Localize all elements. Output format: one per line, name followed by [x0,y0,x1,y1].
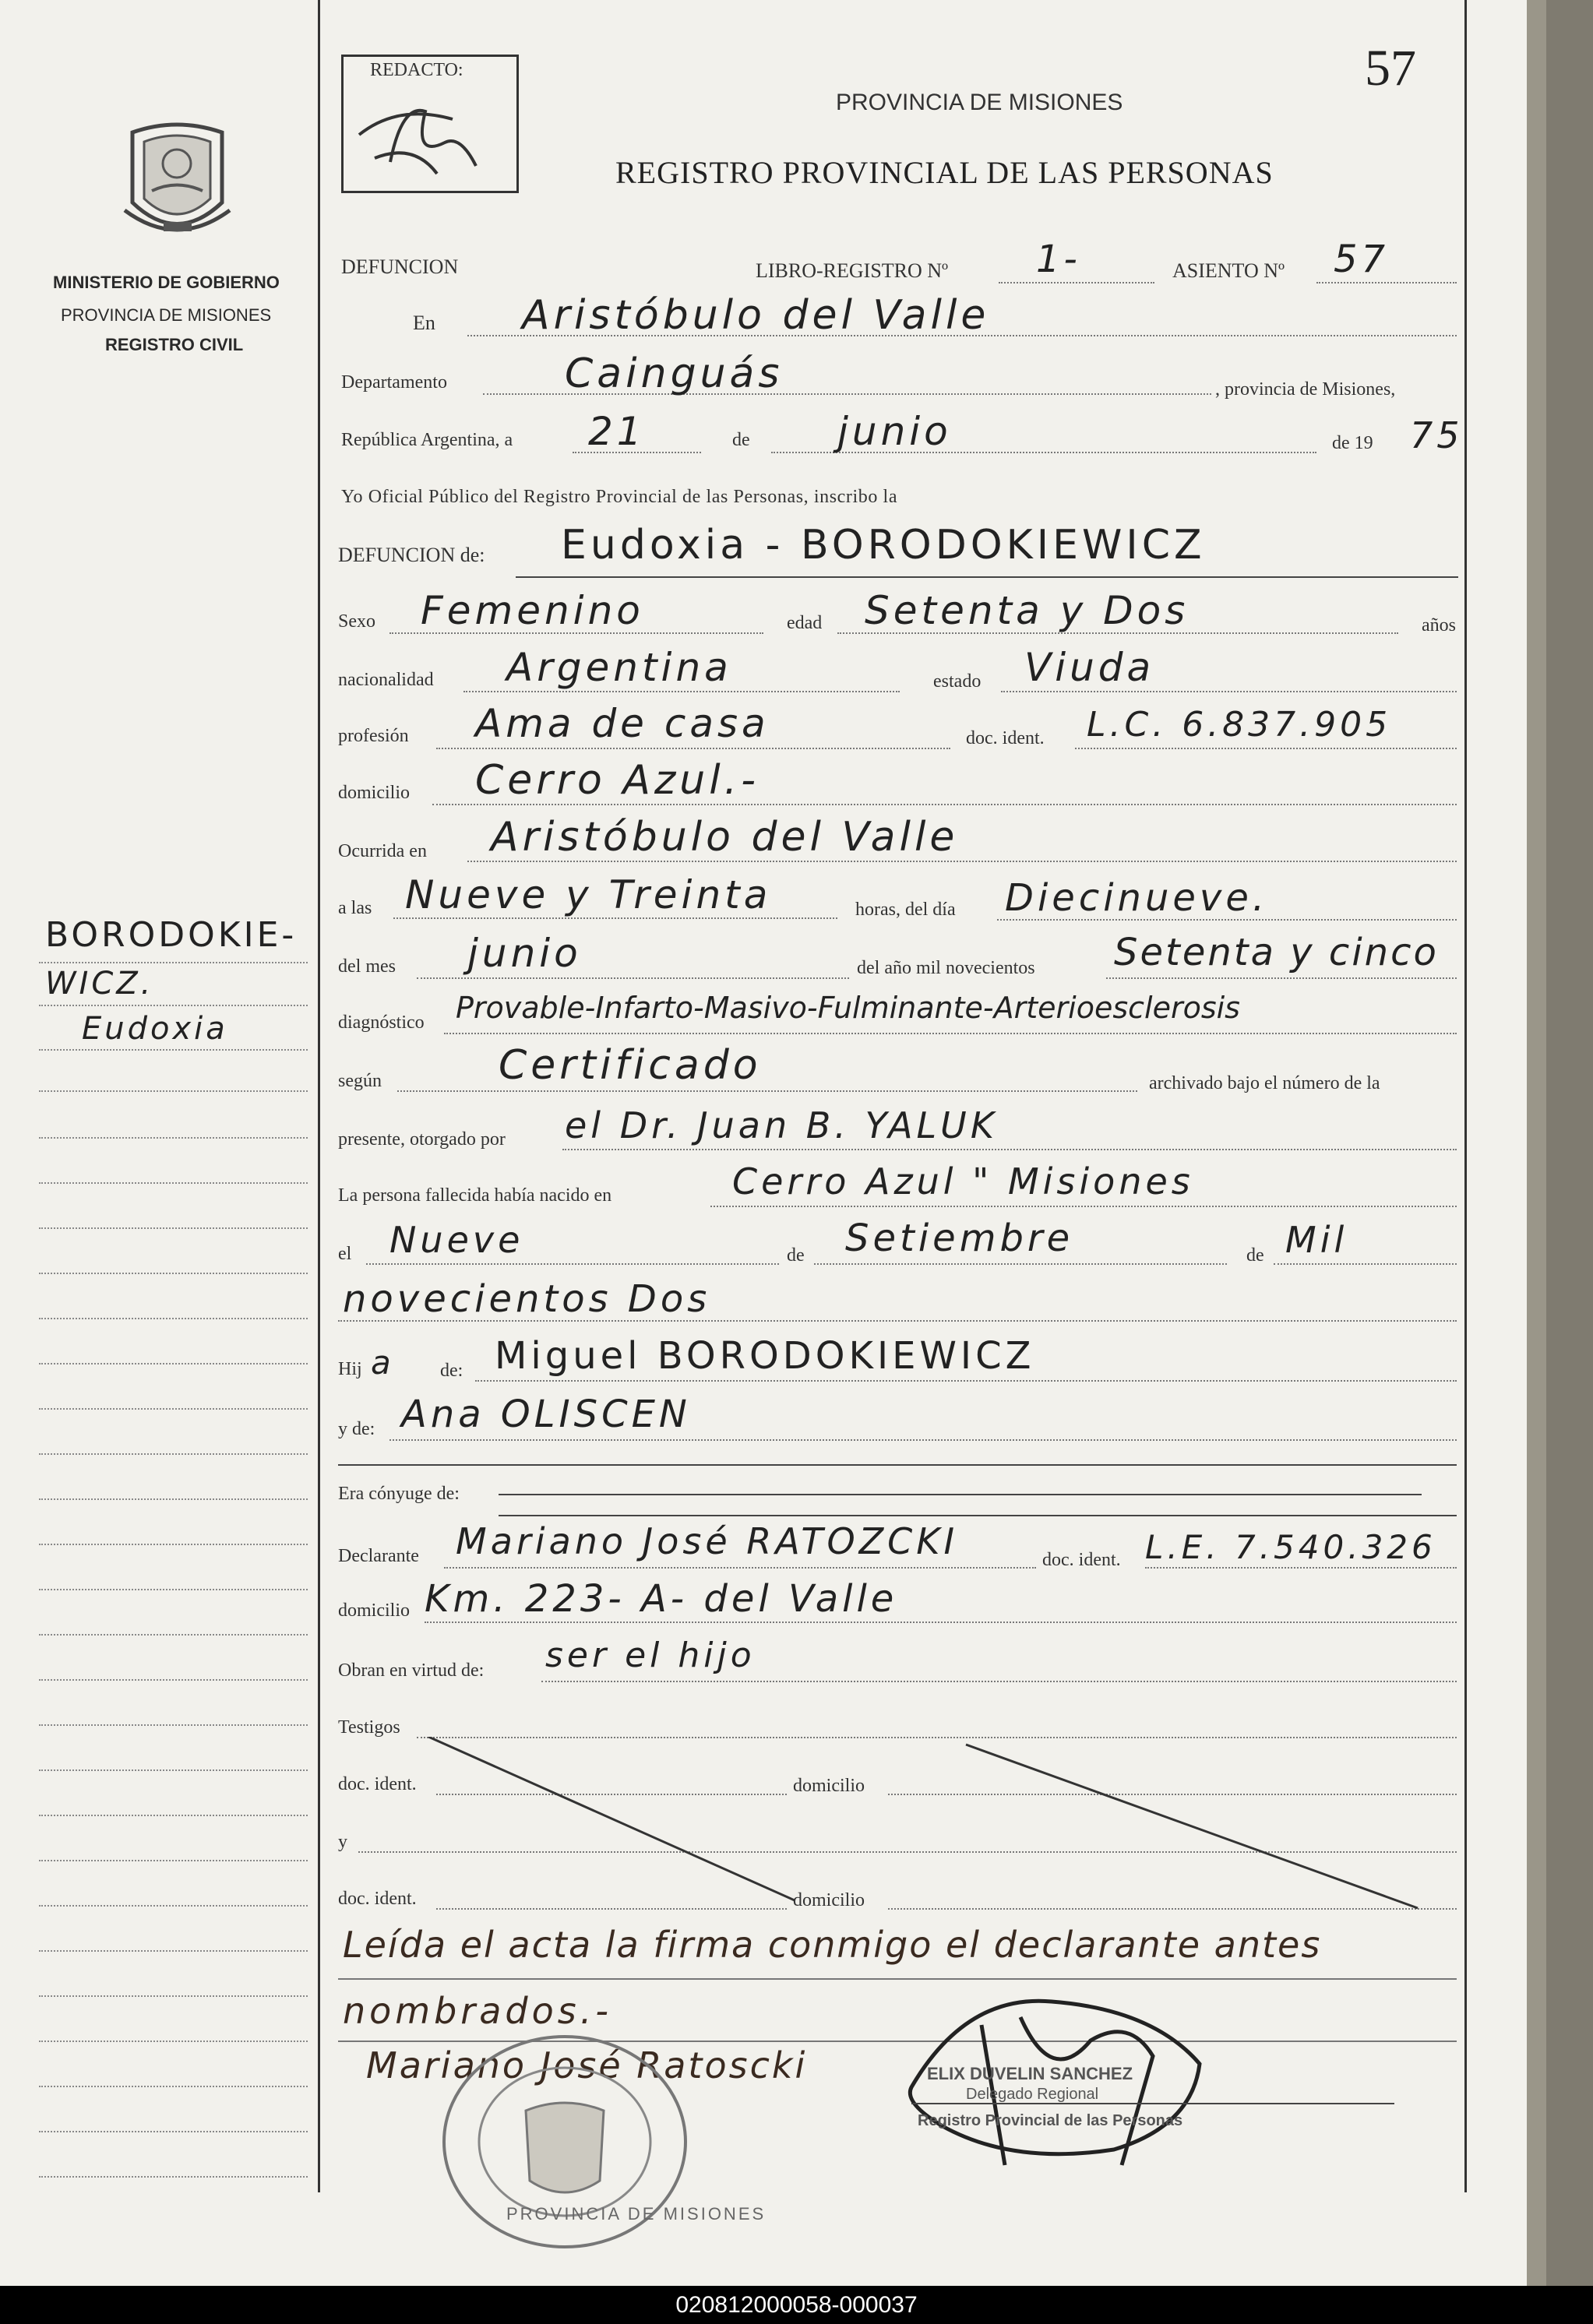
acting-underline [541,1681,1457,1682]
footer-id: 020812000058-000037 [675,2292,918,2318]
issuer-label: presente, otorgado por [338,1129,506,1150]
occurred-label: Ocurrida en [338,841,427,861]
civil-status-underline [1001,691,1457,692]
child-gender-suffix: a [371,1343,391,1382]
year-prefix: de 19 [1332,433,1373,453]
ledger-line [39,1363,308,1364]
page-number: 57 [1365,40,1416,97]
official-stamp-org: Registro Provincial de las Personas [918,2112,1183,2129]
father-underline [475,1380,1457,1382]
ledger-line [39,1498,308,1500]
address-value: Cerro Azul.- [475,757,759,804]
book-number: 1- [1036,238,1081,281]
department-value: Cainguás [565,350,784,397]
ledger-line [39,1905,308,1907]
form-right-border [1464,0,1467,2192]
binding-spine-shadow [1546,0,1593,2286]
witness-and-label: y [338,1832,347,1852]
witness-address-label: domicilio [793,1776,865,1796]
death-year-label: del año mil novecientos [857,958,1035,978]
death-day-value: Diecinueve. [1005,876,1269,920]
death-month-value: junio [467,931,582,976]
address-underline [432,804,1457,805]
birth-day-value: Nueve [389,1219,524,1261]
nationality-label: nacionalidad [338,670,434,690]
declarant-doc-label: doc. ident. [1042,1550,1121,1570]
coat-of-arms-emblem [117,117,238,249]
official-stamp-name: ELIX DUVELIN SANCHEZ [927,2064,1133,2083]
ledger-line [39,2086,308,2087]
declarant-name: Mariano José RATOZCKI [456,1520,959,1562]
witnesses-strike-lines [421,1737,1433,1916]
margin-given-name: Eudoxia [82,1011,228,1047]
official-statement: Yo Oficial Público del Registro Provincial de las Personas, inscribo la [341,487,898,507]
profession-value: Ama de casa [475,701,770,746]
ledger-line [39,1227,308,1229]
registration-de-label: de [732,430,750,450]
diagnosis-label: diagnóstico [338,1012,425,1033]
registration-month: junio [837,409,952,454]
official-stamp-role: Delegado Regional [966,2086,1099,2103]
birth-year-value: Mil [1285,1219,1348,1261]
birth-de-label-2: de [1246,1245,1264,1266]
ledger-line [39,1589,308,1590]
entry-number: 57 [1334,238,1390,281]
sex-label: Sexo [338,611,375,632]
nationality-value: Argentina [506,645,732,690]
ledger-line [39,1273,308,1274]
occurred-underline [467,861,1457,862]
age-label: edad [787,613,823,633]
birth-year-continuation: novecientos Dos [343,1277,711,1321]
docid-label: doc. ident. [966,728,1045,748]
ledger-line [39,1049,308,1051]
margin-surname-1: BORODOKIE- [45,915,298,955]
birth-year-underline [1274,1263,1457,1265]
province-label: PROVINCIA DE MISIONES [61,305,272,325]
witnesses-label: Testigos [338,1717,400,1738]
civil-status-value: Viuda [1024,645,1155,690]
entry-underline [1316,282,1457,283]
place-value: Aristóbulo del Valle [522,292,990,339]
ledger-line [39,1090,308,1092]
birthplace-underline [710,1206,1457,1207]
footer-id-bar [0,2286,1593,2324]
entry-label: ASIENTO Nº [1172,259,1285,282]
death-month-underline [417,977,849,979]
acting-label: Obran en virtud de: [338,1660,485,1681]
ledger-line [39,1408,308,1410]
ledger-line [39,1318,308,1319]
acting-value: ser el hijo [545,1636,756,1675]
ministry-label: MINISTERIO DE GOBIERNO [53,273,280,292]
occurred-value: Aristóbulo del Valle [491,814,959,861]
nationality-underline-line [463,691,900,692]
deceased-name: Eudoxia - BORODOKIEWICZ [561,522,1206,569]
time-underline [393,917,837,919]
department-label: Departamento [341,372,447,393]
birth-el-label: el [338,1244,352,1264]
witness2-address-label: domicilio [793,1890,865,1910]
birth-month-value: Setiembre [845,1217,1074,1260]
declarant-doc-underline [1145,1567,1457,1569]
registration-year: 75 [1410,414,1464,456]
child-de-label: de: [440,1361,463,1381]
hours-label: horas, del día [855,900,956,920]
father-name: Miguel BORODOKIEWICZ [495,1334,1035,1378]
redacto-label: REDACTO: [370,60,463,80]
closing-line-1: Leída el acta la firma conmigo el declarante antes [343,1924,1322,1966]
issuer-underline [562,1149,1457,1150]
witness-doc-label: doc. ident. [338,1774,417,1794]
ledger-line [39,1544,308,1545]
birthplace-label: La persona fallecida había nacido en [338,1185,612,1206]
according-value: Certificado [499,1042,762,1089]
ledger-line [39,1950,308,1952]
declarant-doc-value: L.E. 7.540.326 [1145,1528,1436,1566]
declarant-address-label: domicilio [338,1600,410,1621]
ledger-line [39,1860,308,1861]
death-year-underline [1106,977,1457,979]
time-label: a las [338,898,372,918]
birth-day-underline [366,1263,779,1265]
ledger-line [39,1679,308,1681]
ledger-line [39,962,308,963]
book-underline [999,282,1154,283]
ledger-line [39,2041,308,2042]
signature-line [911,2103,1394,2104]
redacto-initials-scribble [344,88,516,189]
docid-underline [1075,748,1457,749]
archived-label: archivado bajo el número de la [1149,1073,1380,1093]
ledger-line [39,2131,308,2132]
registry-title: REGISTRO PROVINCIAL DE LAS PERSONAS [615,155,1274,190]
mother-underline [389,1439,1457,1441]
address-label: domicilio [338,783,410,803]
spouse-label: Era cónyuge de: [338,1484,460,1504]
ledger-line [39,1769,308,1771]
mother-divider [338,1464,1457,1466]
registration-day: 21 [588,409,646,454]
ledger-line [39,1815,308,1816]
ledger-line [39,1453,308,1455]
witness2-doc-label: doc. ident. [338,1889,417,1909]
sex-value: Femenino [421,588,644,633]
issuer-value: el Dr. Juan B. YALUK [565,1104,999,1146]
seal-caption: PROVINCIA DE MISIONES [506,2204,767,2224]
ledger-line [39,1137,308,1139]
spouse-strike-line [499,1494,1422,1495]
birth-de-label: de [787,1245,805,1266]
death-month-label: del mes [338,956,396,977]
declarant-underline [444,1567,1036,1569]
book-label: LIBRO-REGISTRO Nº [756,259,949,282]
according-label: según [338,1071,382,1091]
ledger-line [39,1634,308,1636]
ledger-line [39,2176,308,2178]
declarant-signature: Mariano José Ratoscki [366,2044,808,2086]
mother-name: Ana OLISCEN [401,1393,691,1436]
age-value: Setenta y Dos [865,588,1189,633]
province-suffix: , provincia de Misiones, [1215,379,1396,400]
according-underline [397,1090,1137,1092]
child-label: Hij [338,1359,362,1379]
birth-month-underline [814,1263,1227,1265]
act-type-label: DEFUNCION [341,255,459,278]
diagnosis-value: Provable-Infarto-Masivo-Fulminante-Arterioesclerosis [456,991,1240,1025]
ledger-line [39,1995,308,1997]
declarant-address-underline [425,1622,1457,1623]
form-left-border [318,0,320,2192]
ledger-line [39,1724,308,1726]
ledger-line [39,1005,308,1006]
deceased-underline [516,576,1458,578]
birthplace-value: Cerro Azul " Misiones [732,1160,1194,1202]
margin-surname-2: WICZ. [45,966,154,1002]
years-label: años [1422,615,1456,636]
civil-status-label: estado [933,671,982,692]
closing-line-2: nombrados.- [343,1990,612,2032]
province-title: PROVINCIA DE MISIONES [836,90,1123,115]
ledger-line [39,1182,308,1184]
declarant-address-value: Km. 223- A- del Valle [425,1577,898,1621]
deceased-label: DEFUNCION de: [338,544,485,566]
declarant-label: Declarante [338,1546,419,1566]
diagnosis-underline [444,1033,1457,1034]
time-value: Nueve y Treinta [405,872,772,917]
republic-label: República Argentina, a [341,430,513,450]
profession-underline [436,748,950,749]
docid-value: L.C. 6.837.905 [1087,705,1392,745]
civil-registry-label: REGISTRO CIVIL [105,335,244,354]
redacto-box [341,55,519,193]
death-year-value: Setenta y cinco [1114,931,1439,974]
spouse-divider [499,1515,1457,1516]
place-label: En [413,312,435,334]
profession-label: profesión [338,726,409,746]
mother-label: y de: [338,1419,375,1439]
